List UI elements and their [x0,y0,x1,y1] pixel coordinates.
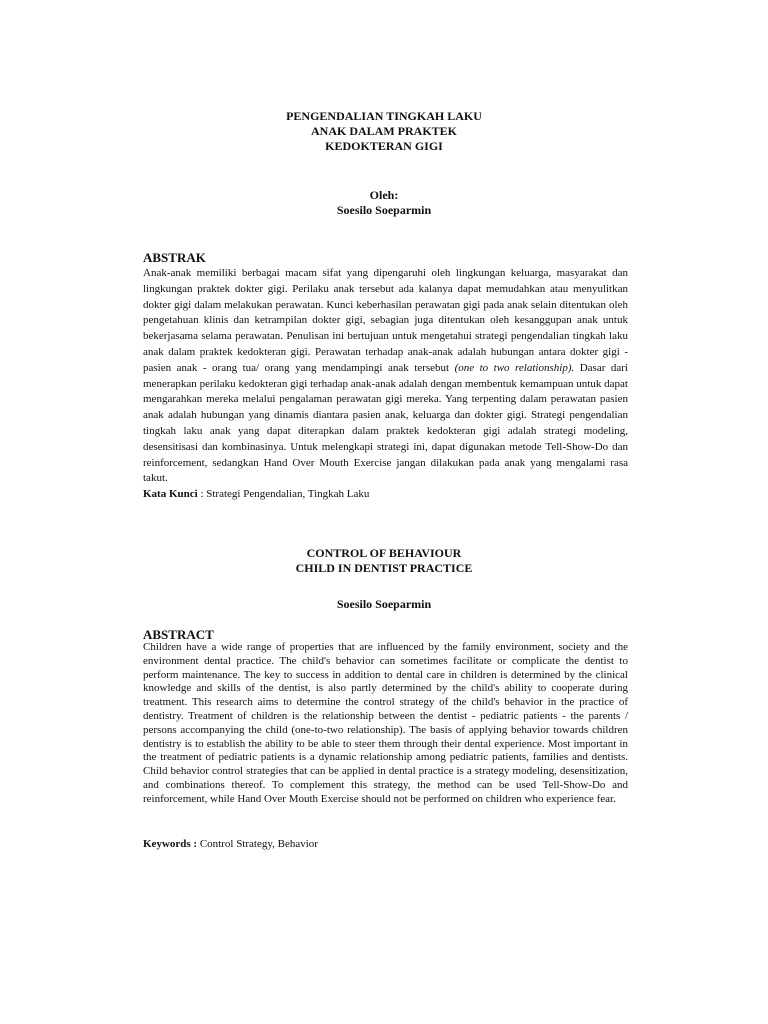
abstrak-heading: ABSTRAK [143,250,206,265]
keywords-label: Keywords : [143,838,198,850]
kata-kunci [143,487,369,501]
indonesian-byline [0,188,768,218]
abstrak-text-part-1: Anak-anak memiliki berbagai macam sifat yang dipengaruhi oleh lingkungan keluarga, masyarakat dan lingkungan praktek dokter gigi. Perilaku anak tersebut ada kalanya dapat memudahkan atau menyulitkan dokter gigi dalam melakukan perawatan. Kunci keberhasilan perawatan gigi pada anak selain ditentukan oleh pengetahuan klinis dan ketrampilan dokter gigi, sebagian juga ditentukan oleh kesanggupan anak untuk bekerjasama selama perawatan. Penulisan ini bertujuan untuk mengetahui strategi pengendalian tingkah laku anak dalam praktek kedokteran gigi. Perawatan terhadap anak-anak adalah hubungan antara dokter gigi - pasien anak - orang tua/ orang yang mendampingi anak tersebut [143,267,628,374]
keywords-value: Control Strategy, Behavior [197,838,318,850]
indonesian-title-line-2: ANAK DALAM PRAKTEK [311,124,457,138]
indonesian-title-line-3: KEDOKTERAN GIGI [325,139,443,153]
abstrak-body [143,266,628,487]
abstrak-text-part-2: Dasar dari menerapkan perilaku kedokteran gigi terhadap anak-anak adalah dengan membentuk kemampuan untuk dapat mengarahkan mereka melalui pengalaman perawatan gigi mereka. Yang terpenting dalam perawatan pasien anak adalah hubungan yang dinamis diantara pasien anak, keluarga dan dokter gigi. Strategi pengendalian tingkah laku anak yang dapat diterapkan dalam praktek kedokteran gigi adalah strategi modeling, desensitisasi dan kombinasinya. Untuk melengkapi strategi ini, dapat digunakan metode Tell-Show-Do dan reinforcement, sedangkan Hand Over Mouth Exercise jangan dilakukan pada anak yang mengalami rasa takut. [143,361,628,485]
indonesian-title-line-1: PENGENDALIAN TINGKAH LAKU [286,109,482,123]
kata-kunci-value: : Strategi Pengendalian, Tingkah Laku [197,488,370,500]
english-title-line-2: CHILD IN DENTIST PRACTICE [295,561,473,575]
by-label: Oleh: [369,188,399,202]
abstrak-italic-phrase: (one to two relationship). [454,361,575,374]
abstract-body: Children have a wide range of properties that are influenced by the family environment, society and the environment dental practice. The child's behavior can sometimes facilitate or complicate the dentist to perform maintenance. The key to success in addition to dental care in children is determined by the clinical knowledge and skills of the dentist, is also partly determined by the child's ability to cooperate during treatment. This research aims to determine the control strategy of the child's behavior in the practice of dentistry. Treatment of children is the relationship between the dentist - pediatric patients - the parents / persons accompanying the child (one-to-two relationship). The basis of applying behavior towards children dentistry is to establish the ability to be able to steer them through their dental experience. Most important in the treatment of pediatric patients is a dynamic relationship among pediatric patients, families and dentists. Child behavior control strategies that can be applied in dental practice is a strategy modeling, desensitization, and combinations thereof. To complement this strategy, the method can be used Tell-Show-Do and reinforcement, while Hand Over Mouth Exercise should not be performed on children who experience fear. [143,641,628,805]
english-title [0,546,768,576]
abstract-heading: ABSTRACT [143,627,214,642]
indonesian-author: Soesilo Soeparmin [336,203,432,217]
english-author: Soesilo Soeparmin [336,597,432,611]
kata-kunci-label: Kata Kunci [143,488,198,500]
english-title-line-1: CONTROL OF BEHAVIOUR [306,546,462,560]
indonesian-title [0,109,768,154]
keywords [143,837,318,851]
